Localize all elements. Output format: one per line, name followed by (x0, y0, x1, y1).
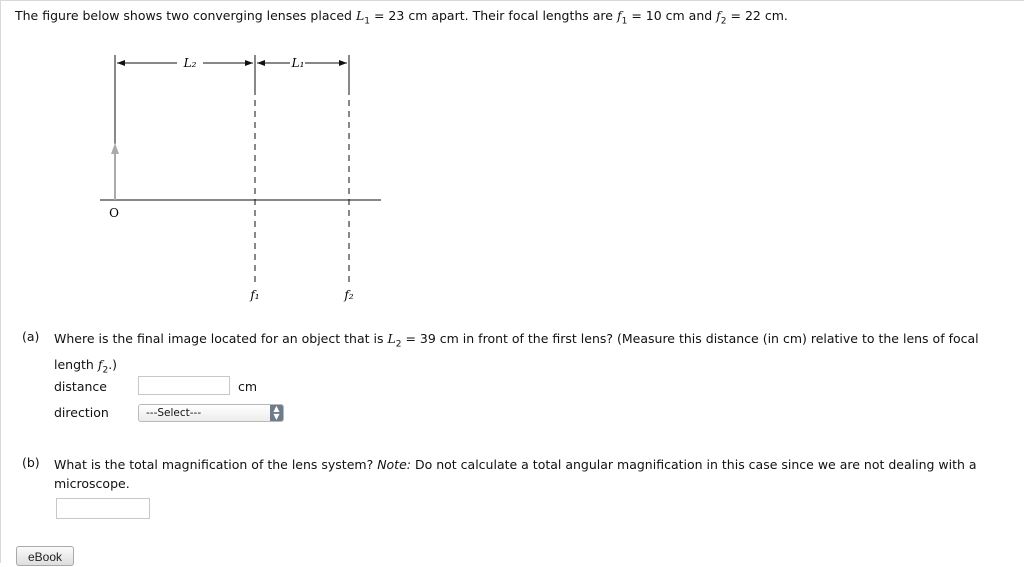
object-label: O (109, 206, 119, 220)
part-a-label: (a) (22, 329, 40, 344)
l1-arrowhead-left (257, 60, 265, 66)
frame-top-border (0, 0, 1024, 1)
distance-input[interactable] (138, 376, 230, 395)
l2-arrowhead-left (117, 60, 125, 66)
chevron-up-down-icon: ▲ ▼ (270, 405, 283, 421)
ebook-button[interactable]: eBook (16, 546, 74, 566)
l1-arrowhead-right (339, 60, 347, 66)
f2-label: f₂ (344, 288, 354, 302)
lens-diagram (95, 45, 385, 310)
direction-select[interactable] (138, 404, 284, 422)
part-b-label: (b) (22, 455, 40, 470)
direction-select-value: ---Select--- (146, 407, 202, 419)
frame-left-border (0, 0, 1, 563)
f1-label: f₁ (250, 288, 260, 302)
part-b-question: What is the total magnification of the lens system? Note: Do not calculate a total angular magnification in this case since we are not dealing with a microscope. (54, 457, 977, 491)
direction-label: direction (54, 405, 109, 420)
distance-unit: cm (238, 379, 258, 394)
problem-intro: The figure below shows two converging lenses placed $L_1 = 23$ cm apart. Their focal lengths are $f_1 = 10$ cm and $f_2 = 22$ cm. (15, 8, 788, 27)
l1-label: L₁ (291, 56, 305, 70)
l2-arrowhead-right (245, 60, 253, 66)
magnification-input[interactable] (56, 498, 150, 519)
object-arrowhead (111, 143, 119, 154)
l2-label: L₂ (183, 56, 197, 70)
distance-label: distance (54, 379, 107, 394)
part-a-question: Where is the final image located for an object that is $L_2 = 39$ cm in front of the first lens? (Measure this distance (in cm) relative to the lens of focal length $f_2$.) (54, 331, 979, 375)
